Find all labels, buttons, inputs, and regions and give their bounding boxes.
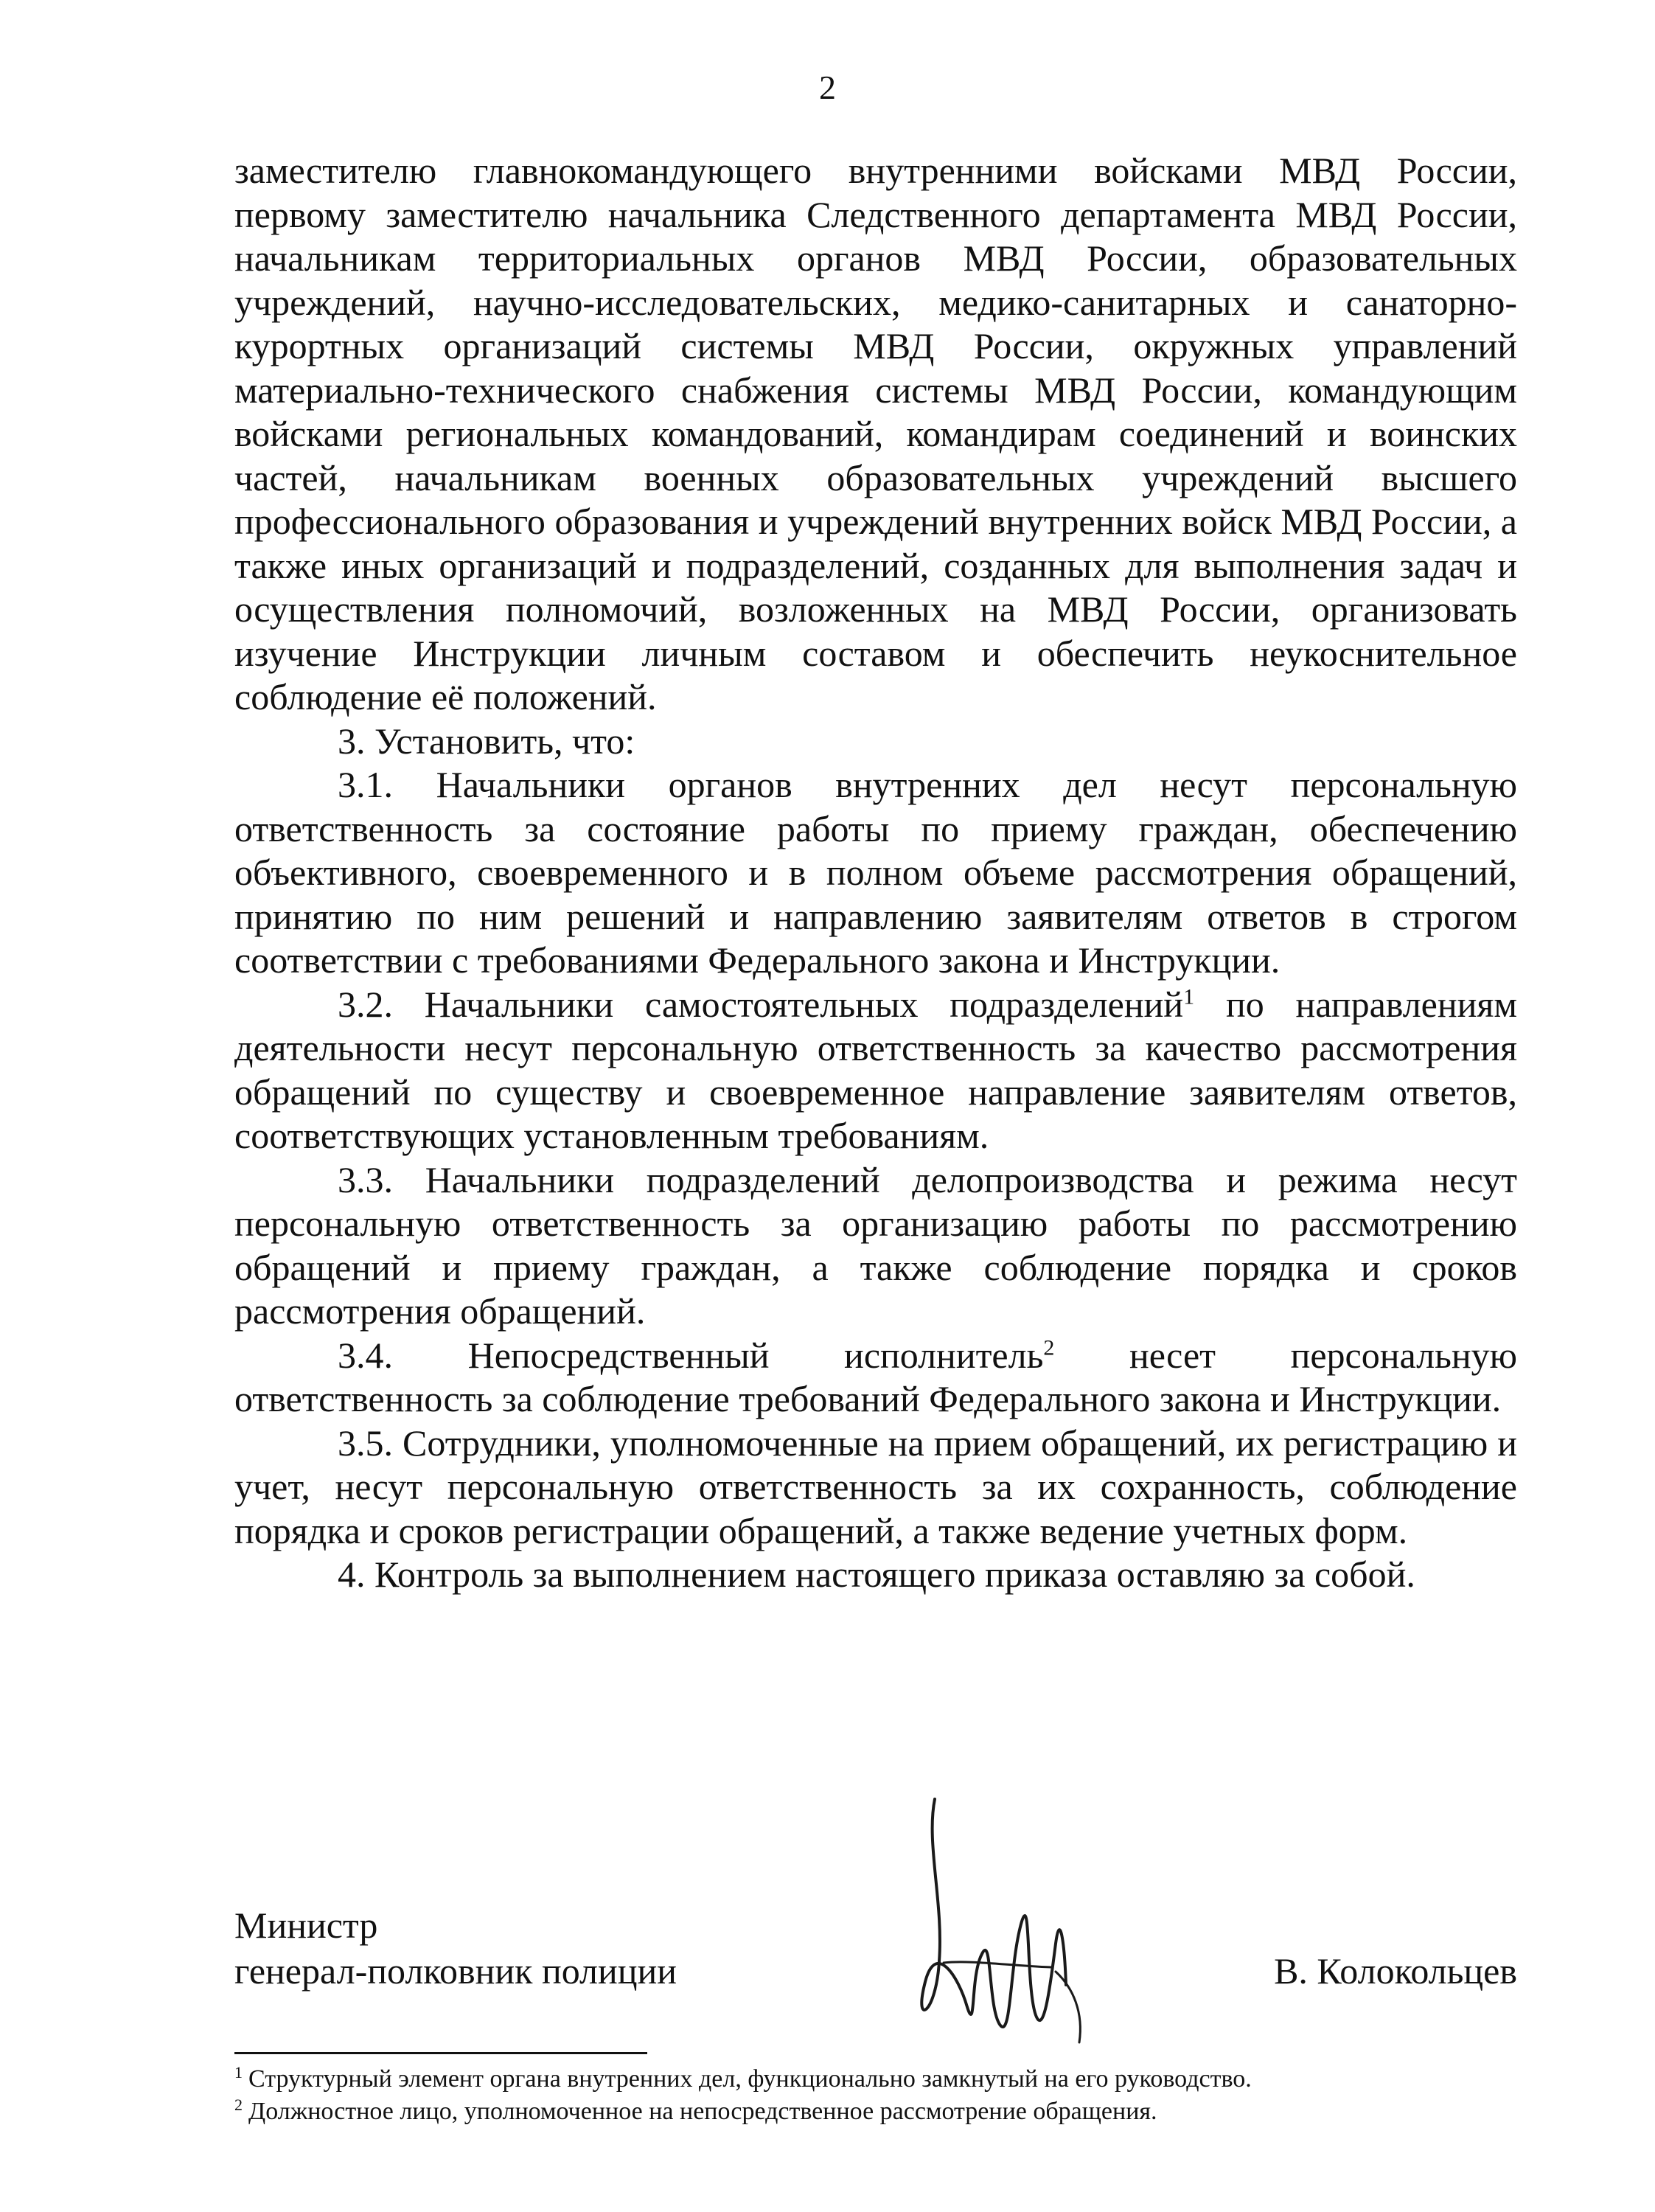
paragraph-item-3-3: 3.3. Начальники подразделений делопроизводства и режима несут персональную ответственность за организацию работы по рассмотрению обращений и приему граждан, а также соблюдение порядка и сроков рассмотрения обращений.	[234, 1158, 1517, 1332]
paragraph-item-3-1: 3.1. Начальники органов внутренних дел несут персональную ответственность за состояние работы по приему граждан, обеспечению объективного, своевременного и в полном объеме рассмотрения обращений, принятию по ним решений и направлению заявителям ответов в строгом соответствии с требованиями Федерального закона и Инструкции.	[234, 764, 1517, 981]
page-number: 2	[819, 69, 836, 106]
signatory-name: В. Колокольцев	[1274, 1950, 1517, 1992]
signatory-rank: генерал-полковник полиции	[234, 1950, 677, 1992]
paragraph-item-3-5: 3.5. Сотрудники, уполномоченные на прием обращений, их регистрацию и учет, несут персональную ответственность за их сохранность, соблюдение порядка и сроков регистрации обращений, а также ведение учетных форм.	[234, 1422, 1517, 1551]
footnote-divider	[234, 2052, 647, 2054]
footnote-mark: 2	[234, 2095, 243, 2114]
signatory-position: Министр	[234, 1905, 378, 1946]
paragraph-text: 3.4. Непосредственный исполнитель	[338, 1334, 1044, 1376]
paragraph-text: по направлениям деятельности несут персональную ответственность за качество рассмотрения обращений по существу и своевременное направление заявителям ответов, соответствующих установленным требованиям.	[234, 983, 1518, 1156]
paragraph-text: несет персональную ответственность за соблюдение требований Федерального закона и Инструкции.	[234, 1334, 1517, 1419]
paragraph-text: 3.2. Начальники самостоятельных подразделений	[338, 983, 1184, 1025]
footnote-reference: 2	[1043, 1335, 1055, 1360]
signatory-title	[234, 1902, 677, 1994]
paragraph-continuation: заместителю главнокомандующего внутренними войсками МВД России, первому заместителю начальника Следственного департамента МВД России, начальникам территориальных органов МВД России, образовательных учреждений, научно-исследовательских, медико-санитарных и санаторно-курортных организаций системы МВД России, окружных управлений материально-технического снабжения системы МВД России, командующим войсками региональных командований, командирам соединений и воинских частей, начальникам военных образовательных учреждений высшего профессионального образования и учреждений внутренних войск МВД России, а также иных организаций и подразделений, созданных для выполнения задач и осуществления полномочий, возложенных на МВД России, организовать изучение Инструкции личным составом и обеспечить неукоснительное соблюдение её положений.	[234, 150, 1517, 717]
paragraph-item-3-4	[234, 1334, 1517, 1422]
footnote-mark: 1	[234, 2062, 243, 2081]
footnote-reference: 1	[1183, 984, 1195, 1009]
footnote-1	[234, 2063, 1517, 2096]
footnote-2	[234, 2096, 1517, 2128]
footnotes	[234, 2063, 1517, 2128]
footnote-text: Должностное лицо, уполномоченное на непосредственное рассмотрение обращения.	[248, 2098, 1157, 2125]
footnote-text: Структурный элемент органа внутренних дел, функционально замкнутый на его руководство.	[248, 2065, 1252, 2093]
document-body	[234, 149, 1517, 1597]
paragraph-item-3: 3. Установить, что:	[338, 720, 635, 762]
paragraph-item-3-2	[234, 983, 1517, 1158]
paragraph-item-4: 4. Контроль за выполнением настоящего приказа оставляю за собой.	[338, 1554, 1415, 1595]
signature-block	[234, 1902, 1517, 2006]
